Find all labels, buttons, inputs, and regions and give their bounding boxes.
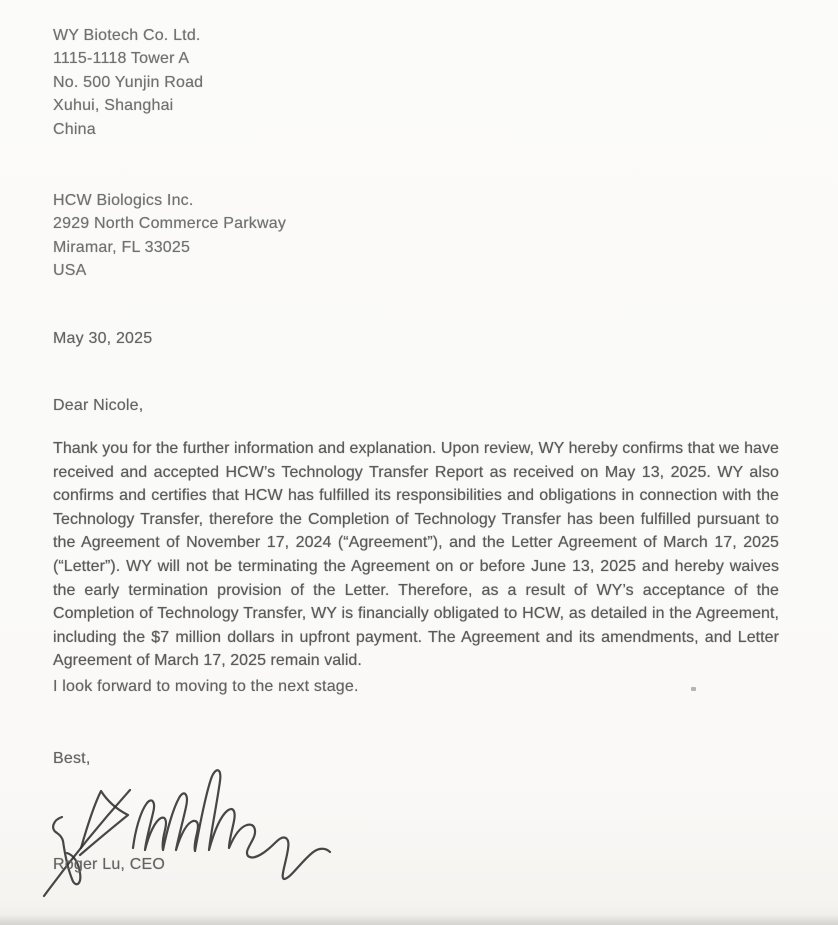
recipient-address <box>53 189 286 283</box>
sender-line: Xuhui, Shanghai <box>53 97 174 115</box>
letter-date: May 30, 2025 <box>53 330 153 347</box>
page-bottom-edge-shadow <box>0 915 838 925</box>
sender-line: 1115-1118 Tower A <box>53 50 190 68</box>
closing-sentence: I look forward to moving to the next stage. <box>53 678 359 695</box>
body-paragraph: Thank you for the further information and explanation. Upon review, WY hereby confirms that we have received and accepted HCW’s Technology Transfer Report as received on May 13, 2025. WY also confirms and certifies that HCW has fulfilled its responsibilities and obligations in connection with the Technology Transfer, therefore the Completion of Technology Transfer has been fulfilled pursuant to the Agreement of November 17, 2024 (“Agreement”), and the Letter Agreement of March 17, 2025 (“Letter”). WY will not be terminating the Agreement on or before June 13, 2025 and hereby waives the early termination provision of the Letter. Therefore, as a result of WY’s acceptance of the Completion of Technology Transfer, WY is financially obligated to HCW, as detailed in the Agreement, including the $7 million dollars in upfront payment. The Agreement and its amendments, and Letter Agreement of March 17, 2025 remain valid. <box>53 440 779 670</box>
signer-name: Roger Lu, CEO <box>53 856 165 873</box>
recipient-line: HCW Biologics Inc. <box>53 192 194 209</box>
sender-line: WY Biotech Co. Ltd. <box>53 27 201 44</box>
sender-line: China <box>53 120 96 138</box>
recipient-line: USA <box>53 262 87 280</box>
scan-dust-speck <box>691 687 696 691</box>
signature-scrawl <box>36 760 336 905</box>
sender-line: No. 500 Yunjin Road <box>53 73 204 91</box>
recipient-line: 2929 North Commerce Parkway <box>53 215 287 233</box>
salutation: Dear Nicole, <box>53 397 144 414</box>
valediction: Best, <box>53 750 91 767</box>
sender-address <box>53 24 203 141</box>
recipient-line: Miramar, FL 33025 <box>53 238 191 256</box>
